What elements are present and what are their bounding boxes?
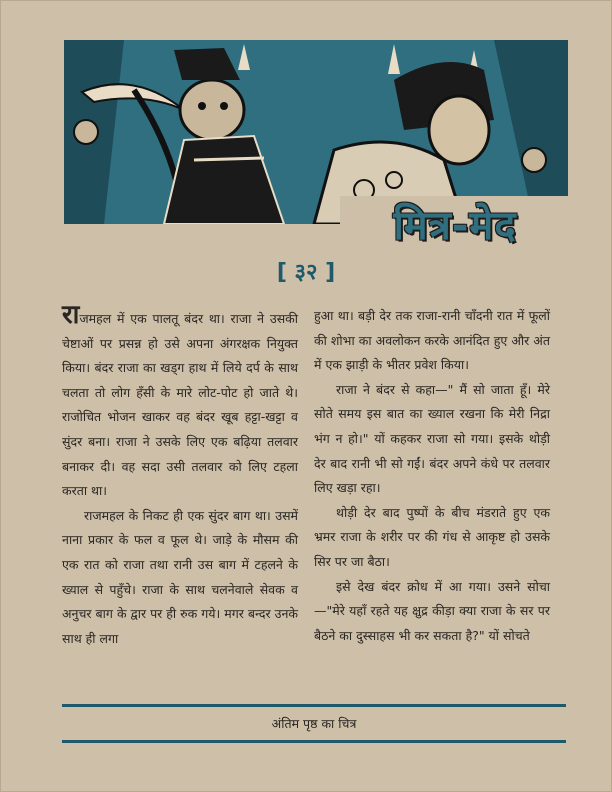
monkey-sash	[194, 158, 264, 160]
footer-rule-top	[62, 704, 566, 707]
monkey-eye	[198, 102, 206, 110]
paragraph: राजमहल के निकट ही एक सुंदर बाग था। उसमें नाना प्रकार के फल व फूल थे। जाड़े के मौसम की एक रात को राजा तथा रानी उस बाग में टहलने के ख्याल से पहुँचे। राजा के साथ चलनेवाले सेवक व अनुचर बाग के द्वार पर ही रुक गये। मगर बन्दर उनके साथ ही लगा	[62, 507, 298, 646]
paragraph: इसे देख बंदर क्रोध में आ गया। उसने सोचा—"मेरे यहाँ रहते यह क्षुद्र कीड़ा क्या राजा के सर पर बैठने का दुस्साहस भी कर सकता है?" यों सोचते	[314, 578, 550, 643]
footer-rule-bottom	[62, 740, 566, 743]
dropcap: रा	[62, 300, 80, 330]
story-title: मित्र-मेद	[393, 203, 517, 249]
monkey-eye	[220, 102, 228, 110]
footer-caption: अंतिम पृष्ठ का चित्र	[271, 716, 357, 731]
paragraph: राजा ने बंदर से कहा—" मैं सो जाता हूँ। मेरे सोते समय इस बात का ख्याल रखना कि मेरी निद्रा भंग न हो।" यों कहकर राजा सो गया। इसके थोड़ी देर बाद रानी भी सो गईं। बंदर अपने कंधे पर तलवार लिए खड़ा रहा।	[314, 381, 550, 496]
attendant-head	[522, 148, 546, 172]
paragraph	[62, 300, 298, 504]
attendant-head	[74, 120, 98, 144]
text-column-left	[62, 300, 298, 651]
paragraph: थोड़ी देर बाद पुष्पों के बीच मंडराते हुए एक भ्रमर राजा के शरीर पर की गंध से आकृष्ट हो उसके सिर पर जा बैठा।	[314, 504, 550, 569]
part-number: [ ३२ ]	[276, 260, 336, 285]
paragraph: हुआ था। बड़ी देर तक राजा-रानी चाँदनी रात में फूलों की शोभा का अवलोकन करके आनंदित हुए और अंत में एक झाड़ी के भीतर प्रवेश किया।	[314, 308, 550, 373]
paragraph-text: जमहल में एक पालतू बंदर था। राजा ने उसकी चेष्टाओं पर प्रसन्न हो उसे अपना अंगरक्षक नियुक्त किया। बंदर राजा का खड्ग हाथ में लिये दर्प के साथ चलता तो लोग हँसी के मारे लोट-पोट हो जाते थे। राजोचित भोजन खाकर वह बंदर खूब हट्टा-खट्टा व सुंदर बना। राजा ने उसके लिए एक बढ़िया तलवार बनाकर दी। वह सदा उसी तलवार को लिए टहला करता था।	[62, 311, 298, 499]
monkey-head	[180, 80, 244, 140]
raja-face	[429, 96, 489, 164]
text-column-right	[314, 304, 550, 648]
